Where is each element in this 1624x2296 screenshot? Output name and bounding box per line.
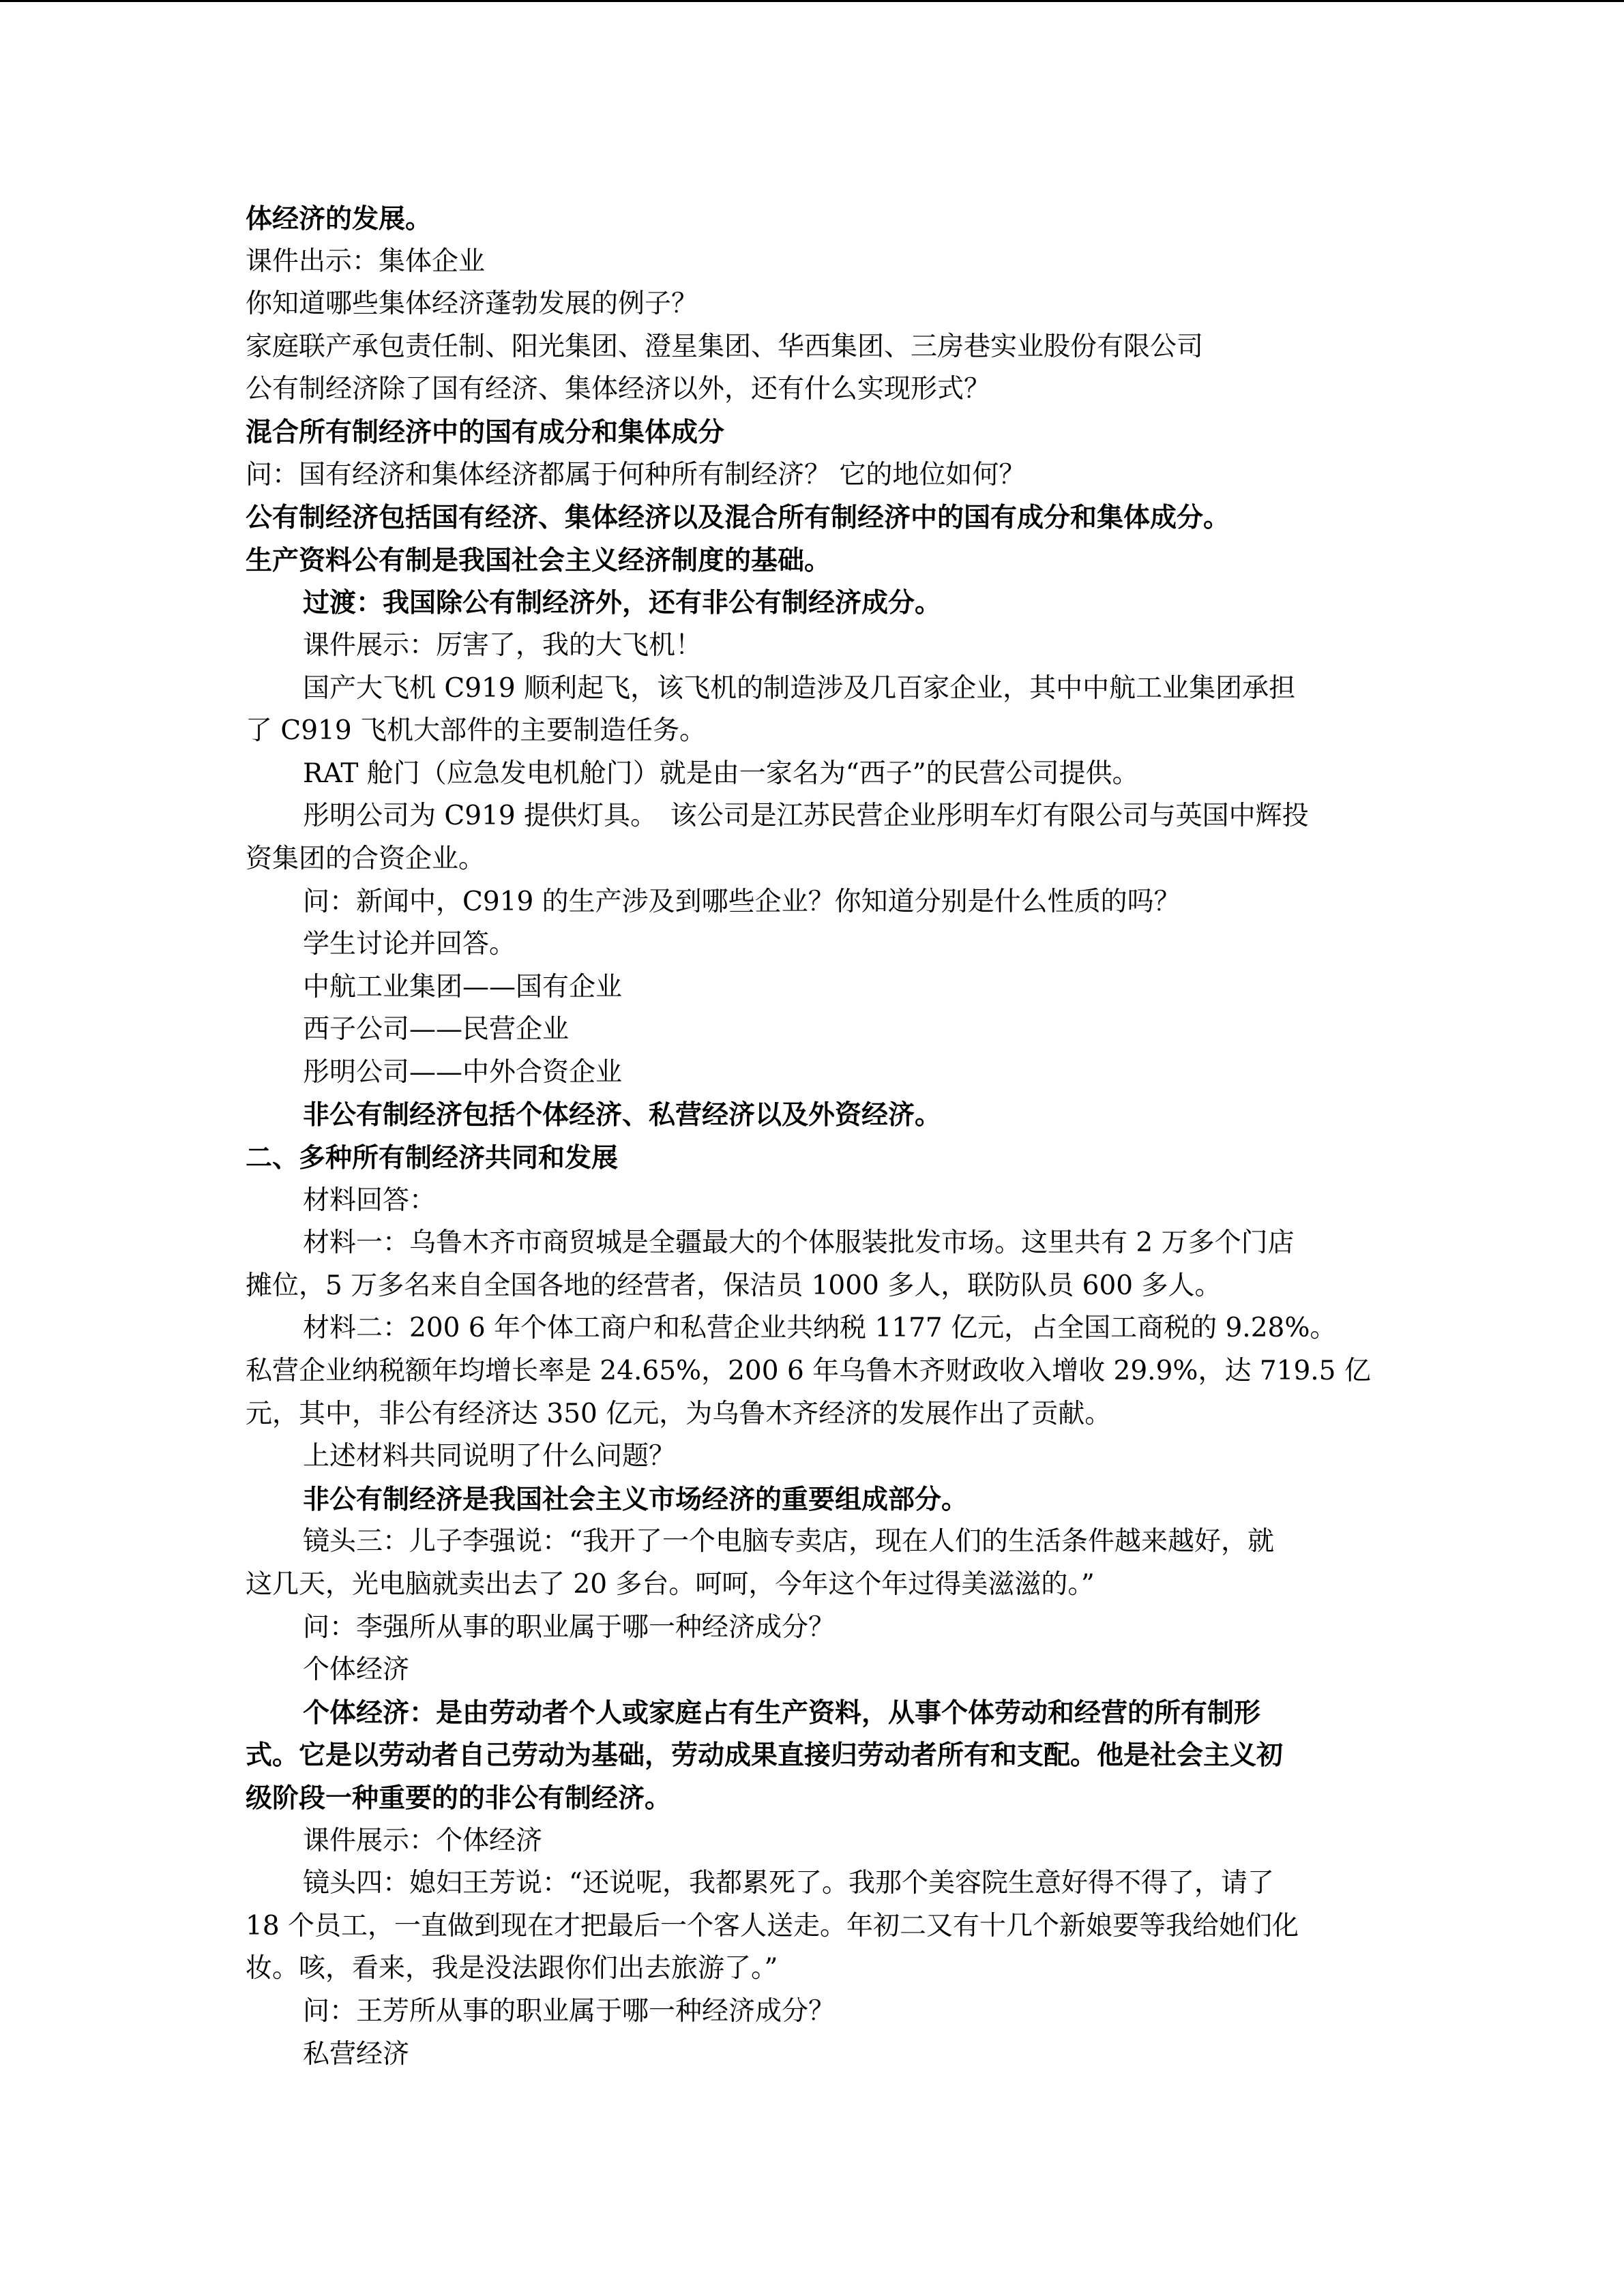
paragraph-line: 问：国有经济和集体经济都属于何种所有制经济？ 它的地位如何？ (246, 459, 1026, 490)
paragraph-line: 18 个员工，一直做到现在才把最后一个客人送走。年初二又有十几个新娘要等我给她们化 (246, 1910, 1299, 1941)
paragraph-line: 国产大飞机 C919 顺利起飞，该飞机的制造涉及几百家企业，其中中航工业集团承担 (303, 672, 1296, 704)
paragraph-line-bold: 公有制经济包括国有经济、集体经济以及混合所有制经济中的国有成分和集体成分。 (246, 502, 1230, 534)
paragraph-line: 上述材料共同说明了什么问题？ (303, 1441, 676, 1472)
paragraph-line: 了 C919 飞机大部件的主要制造任务。 (246, 715, 707, 747)
paragraph-line: 私营经济 (303, 2038, 410, 2070)
paragraph-line: 个体经济 (303, 1654, 410, 1686)
paragraph-line: 材料二：200 6 年个体工商户和私营企业共纳税 1177 亿元，占全国工商税的 9.28%。 (303, 1313, 1337, 1344)
paragraph-line: 公有制经济除了国有经济、集体经济以外，还有什么实现形式？ (246, 374, 991, 405)
paragraph-line-bold: 生产资料公有制是我国社会主义经济制度的基础。 (246, 544, 831, 576)
paragraph-line: 学生讨论并回答。 (303, 929, 516, 960)
paragraph-line: 镜头四：媳妇王芳说：“还说呢，我都累死了。我那个美容院生意好得不得了，请了 (303, 1868, 1274, 1899)
paragraph-line: 中航工业集团——国有企业 (303, 971, 623, 1002)
paragraph-line-bold: 个体经济：是由劳动者个人或家庭占有生产资料，从事个体劳动和经营的所有制形 (303, 1697, 1261, 1729)
page-top-border (0, 0, 1624, 2)
paragraph-line: 妆。咳，看来，我是没法跟你们出去旅游了。” (246, 1953, 778, 1984)
paragraph-line: 材料回答： (303, 1184, 437, 1216)
paragraph-line-bold: 体经济的发展。 (246, 203, 432, 235)
paragraph-line-bold: 级阶段一种重要的的非公有制经济。 (246, 1782, 672, 1814)
paragraph-line: 材料一：乌鲁木齐市商贸城是全疆最大的个体服装批发市场。这里共有 2 万多个门店 (303, 1227, 1295, 1259)
paragraph-line: 彤明公司——中外合资企业 (303, 1056, 623, 1088)
paragraph-line-bold: 过渡：我国除公有制经济外，还有非公有制经济成分。 (303, 587, 942, 619)
paragraph-line: 镜头三：儿子李强说：“我开了一个电脑专卖店，现在人们的生活条件越来越好，就 (303, 1526, 1274, 1557)
paragraph-line: 资集团的合资企业。 (246, 843, 486, 874)
paragraph-line: 你知道哪些集体经济蓬勃发展的例子？ (246, 288, 698, 320)
paragraph-line: 彤明公司为 C919 提供灯具。 该公司是江苏民营企业彤明车灯有限公司与英国中辉投 (303, 801, 1309, 832)
paragraph-line: 问：李强所从事的职业属于哪一种经济成分？ (303, 1611, 836, 1643)
paragraph-line: 课件展示：个体经济 (303, 1825, 543, 1856)
paragraph-line: 课件展示：厉害了，我的大飞机！ (303, 629, 703, 661)
paragraph-line: RAT 舱门（应急发电机舱门）就是由一家名为“西子”的民营公司提供。 (303, 758, 1139, 789)
paragraph-line: 摊位，5 万多名来自全国各地的经营者，保洁员 1000 多人，联防队员 600 多人。 (246, 1270, 1222, 1301)
paragraph-line-bold: 非公有制经济是我国社会主义市场经济的重要组成部分。 (303, 1483, 969, 1515)
paragraph-line: 这几天，光电脑就卖出去了 20 多台。呵呵，今年这个年过得美滋滋的。” (246, 1569, 1095, 1600)
paragraph-line-bold: 式。它是以劳动者自己劳动为基础，劳动成果直接归劳动者所有和支配。他是社会主义初 (246, 1740, 1284, 1772)
paragraph-line: 西子公司——民营企业 (303, 1014, 570, 1045)
paragraph-line: 问：王芳所从事的职业属于哪一种经济成分？ (303, 1995, 836, 2027)
paragraph-line: 课件出示：集体企业 (246, 245, 486, 277)
paragraph-line-bold: 混合所有制经济中的国有成分和集体成分 (246, 416, 725, 448)
paragraph-line: 私营企业纳税额年均增长率是 24.65%，200 6 年乌鲁木齐财政收入增收 29.9%，达 719.5 亿 (246, 1356, 1371, 1387)
paragraph-line: 元，其中，非公有经济达 350 亿元，为乌鲁木齐经济的发展作出了贡献。 (246, 1398, 1112, 1429)
document-page (246, 198, 1391, 2076)
paragraph-line-bold: 非公有制经济包括个体经济、私营经济以及外资经济。 (303, 1099, 942, 1131)
section-heading: 二、多种所有制经济共同和发展 (246, 1142, 619, 1174)
paragraph-line: 问：新闻中，C919 的生产涉及到哪些企业？你知道分别是什么性质的吗？ (303, 886, 1181, 917)
paragraph-line: 家庭联产承包责任制、阳光集团、澄星集团、华西集团、三房巷实业股份有限公司 (246, 331, 1204, 362)
